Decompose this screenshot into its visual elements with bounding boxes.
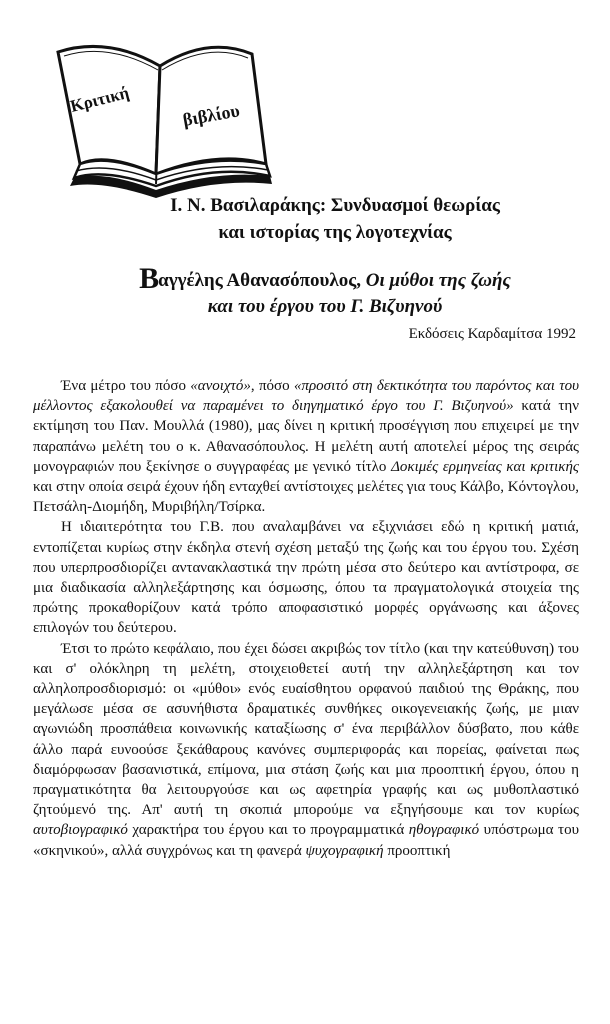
publisher-info: Εκδόσεις Καρδαμίτσα 1992: [408, 326, 576, 342]
work-title-line2: και του έργου του Γ. Βιζυηνού: [207, 296, 443, 317]
paragraph-3: Έτσι το πρώτο κεφάλαιο, που έχει δώσει ακριβώς τον τίτλο (και την κατεύθυνση) του και σ' ολόκληρη τη μελέτη, στοιχειοθετεί αυτή την αλληλεξάρτηση και τον αλληλοπροσδιορισμό: οι «μύθοι» ενός ευαίσθητου ορφανού παιδιού της Θράκης, που μεγάλωσε μέσα σε ασυνήθιστα δραματικές συνθήκες οικογενειακής ζωής, με μιαν αγωνιώδη προσπάθεια κοινωνικής καταξίωσης σ' ένα περιβάλλον δύσβατο, που κάθε άλλο παρά ευνοούσε ξεκάθαρους κανόνες συμπεριφοράς και πορείας, φαίνεται πως διαμόρφωσαν βασανιστικά, επίμονα, μια στάση ζωής και μια προοπτική έργου, όπου η πραγματικότητα θα λειτουργούσε και ως αφετηρία γραφής και ως μυθοπλαστικό ζητούμενό της. Απ' αυτή τη σκοπιά μπορούμε να εξηγήσουμε και τον κυρίως αυτοβιογραφικό χαρακτήρα του έργου και το προγραμματικά ηθογραφικό υπόστρωμα του «σκηνικού», αλλά συγχρόνως και τη φανερά ψυχογραφική προοπτική: [33, 640, 579, 859]
column-title: [100, 192, 570, 246]
review-heading: [80, 262, 570, 320]
author-initial: Β: [139, 262, 159, 295]
book-illustration: [38, 14, 288, 204]
author-name: αγγέλης Αθανασόπουλος,: [158, 270, 361, 291]
column-title-line1: Ι. Ν. Βασιλαράκης: Συνδυασμοί θεωρίας: [170, 195, 500, 216]
paragraph-1: Ένα μέτρο του πόσο «ανοιχτό», πόσο «προσιτό στη δεκτικότητα του παρόντος και του μέλλοντος εξακολουθεί να παραμένει το διηγηματικό έργο του Γ. Βιζυηνού» κατά την εκτίμηση του Παν. Μουλλά (1980), μας δίνει η κριτική προσέγγιση που επιχειρεί με την παραπάνω μελέτη του ο κ. Αθανασόπουλος. Η μελέτη αυτή αποτελεί μέρος της σειράς μονογραφιών που ξεκίνησε ο συγγραφέας με γενικό τίτλο Δοκιμές ερμηνείας και κριτικής και στην οποία σειρά έχουν ήδη ενταχθεί αντίστοιχες μελέτες για τους Κάλβο, Κόντογλου, Πετσάλη-Διομήδη, Μυριβήλη/Τσίρκα.: [33, 378, 579, 516]
paragraph-2: Η ιδιαιτερότητα του Γ.Β. που αναλαμβάνει να εξιχνιάσει εδώ η κριτική ματιά, εντοπίζεται κυρίως στην έκδηλα στενή σχέση μεταξύ της ζωής και του έργου του. Σχέση που υπερπροσδιορίζει αντανακλαστικά την πρώτη μέσα στο δεύτερο και αντίστροφα, σε μια διαδικασία αλληλεξάρτησης και όσμωσης, όπου τα πραγματολογικά στοιχεία της πρώτης προκαθορίζουν κατά τρόπο αποφασιστικό μορφές οργάνωσης και άξονες επιλογών του δεύτερου.: [33, 519, 579, 637]
book-left-label: Κριτική: [68, 82, 131, 116]
book-right-label: βιβλίου: [181, 100, 242, 130]
column-title-line2: και ιστορίας της λογοτεχνίας: [218, 222, 452, 243]
open-book-icon: [38, 14, 288, 204]
article-body: [33, 376, 579, 861]
work-title-line1: Οι μύθοι της ζωής: [365, 270, 511, 291]
